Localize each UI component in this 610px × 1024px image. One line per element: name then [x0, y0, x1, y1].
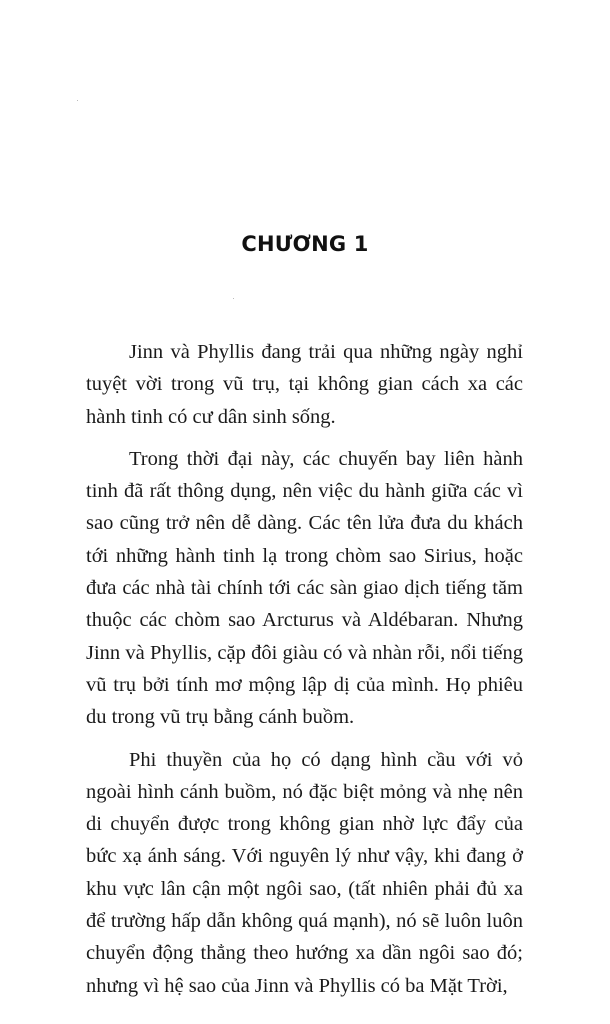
paragraph: Jinn và Phyllis đang trải qua những ngày nghỉ tuyệt vời trong vũ trụ, tại không gian cách xa các hành tinh có cư dân sinh sống.	[86, 341, 523, 428]
chapter-body	[86, 336, 523, 1002]
chapter-title: CHƯƠNG 1	[241, 232, 369, 256]
paragraph: Trong thời đại này, các chuyến bay liên hành tinh đã rất thông dụng, nên việc du hành giữa các vì sao cũng trở nên dễ dàng. Các tên lửa đưa du khách tới những hành tinh lạ trong chòm sao Sirius, hoặc đưa các nhà tài chính tới các sàn giao dịch tiếng tăm thuộc các chòm sao Arcturus và Aldébaran. Nhưng Jinn và Phyllis, cặp đôi giàu có và nhàn rỗi, nổi tiếng vũ trụ bởi tính mơ mộng lập dị của mình. Họ phiêu du trong vũ trụ bằng cánh buồm.	[86, 447, 523, 729]
paper-speck	[77, 100, 78, 101]
paper-speck	[233, 298, 234, 299]
paragraph: Phi thuyền của họ có dạng hình cầu với vỏ ngoài hình cánh buồm, nó đặc biệt mỏng và nhẹ nên di chuyển được trong không gian nhờ lực đẩy của bức xạ ánh sáng. Với nguyên lý như vậy, khi đang ở khu vực lân cận một ngôi sao, (tất nhiên phải đủ xa để trường hấp dẫn không quá mạnh), nó sẽ luôn luôn chuyển động thẳng theo hướng xa dần ngôi sao đó; nhưng vì hệ sao của Jinn và Phyllis có ba Mặt Trời,	[86, 748, 523, 997]
